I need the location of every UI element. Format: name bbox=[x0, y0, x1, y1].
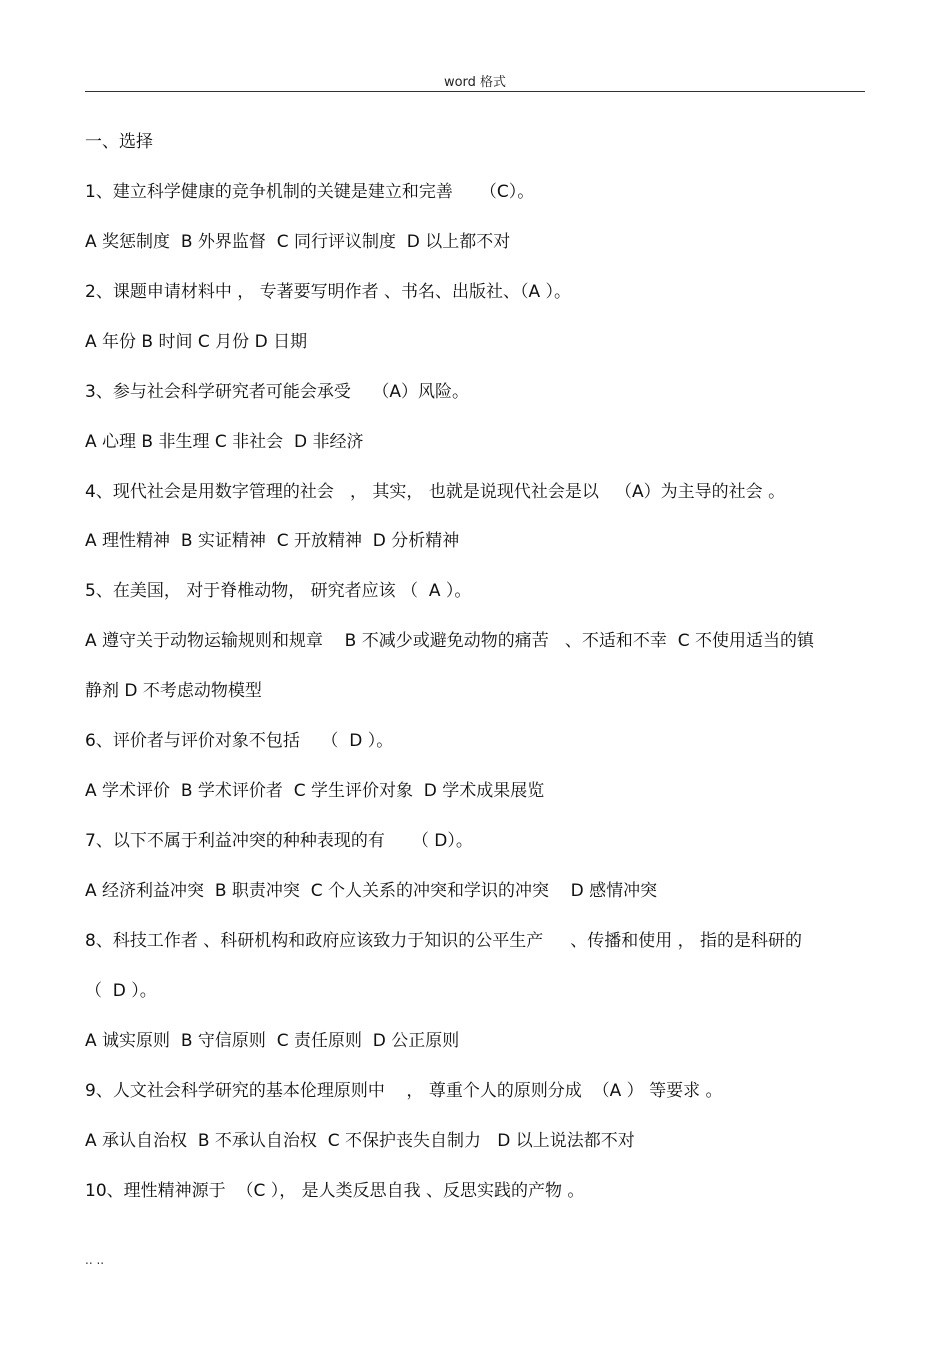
question-10: 10、理性精神源于 （C ）， 是人类反思自我 、反思实践的产物 。 bbox=[85, 1181, 585, 1201]
options-7: A 经济利益冲突 B 职责冲突 C 个人关系的冲突和学识的冲突 D 感情冲突 bbox=[85, 881, 658, 901]
options-8: A 诚实原则 B 守信原则 C 责任原则 D 公正原则 bbox=[85, 1031, 460, 1051]
question-5: 5、在美国， 对于脊椎动物， 研究者应该 （ A ）。 bbox=[85, 581, 472, 601]
section-title: 一、选择 bbox=[85, 132, 153, 152]
question-3: 3、参与社会科学研究者可能会承受 （A）风险。 bbox=[85, 382, 470, 402]
question-4: 4、现代社会是用数字管理的社会 ， 其实， 也就是说现代社会是以 （A）为主导的社会 。 bbox=[85, 482, 786, 502]
question-2: 2、课题申请材料中 ， 专著要写明作者 、书名、出版社、（A ）。 bbox=[85, 282, 572, 302]
options-1: A 奖惩制度 B 外界监督 C 同行评议制度 D 以上都不对 bbox=[85, 232, 511, 252]
header-divider bbox=[85, 91, 865, 92]
options-3: A 心理 B 非生理 C 非社会 D 非经济 bbox=[85, 432, 364, 452]
options-9: A 承认自治权 B 不承认自治权 C 不保护丧失自制力 D 以上说法都不对 bbox=[85, 1131, 635, 1151]
question-6: 6、评价者与评价对象不包括 （ D ）。 bbox=[85, 731, 394, 751]
header-title: word 格式 bbox=[443, 75, 507, 90]
footer-marks: .. .. bbox=[85, 1253, 105, 1267]
options-2: A 年份 B 时间 C 月份 D 日期 bbox=[85, 332, 308, 352]
options-5-line-1: A 遵守关于动物运输规则和规章 B 不减少或避免动物的痛苦 、不适和不幸 C 不使用适当的镇 bbox=[85, 631, 815, 651]
question-7: 7、以下不属于利益冲突的种种表现的有 （ D）。 bbox=[85, 831, 473, 851]
question-8-line-1: 8、科技工作者 、科研机构和政府应该致力于知识的公平生产 、传播和使用 ， 指的是科研的 bbox=[85, 931, 803, 951]
question-8-line-2: （ D ）。 bbox=[85, 981, 157, 1001]
options-4: A 理性精神 B 实证精神 C 开放精神 D 分析精神 bbox=[85, 531, 460, 551]
options-6: A 学术评价 B 学术评价者 C 学生评价对象 D 学术成果展览 bbox=[85, 781, 545, 801]
question-1: 1、建立科学健康的竞争机制的关键是建立和完善 （C）。 bbox=[85, 182, 535, 202]
options-5-line-2: 静剂 D 不考虑动物模型 bbox=[85, 681, 262, 701]
question-9: 9、人文社会科学研究的基本伦理原则中 ， 尊重个人的原则分成 （A ） 等要求 。 bbox=[85, 1081, 723, 1101]
